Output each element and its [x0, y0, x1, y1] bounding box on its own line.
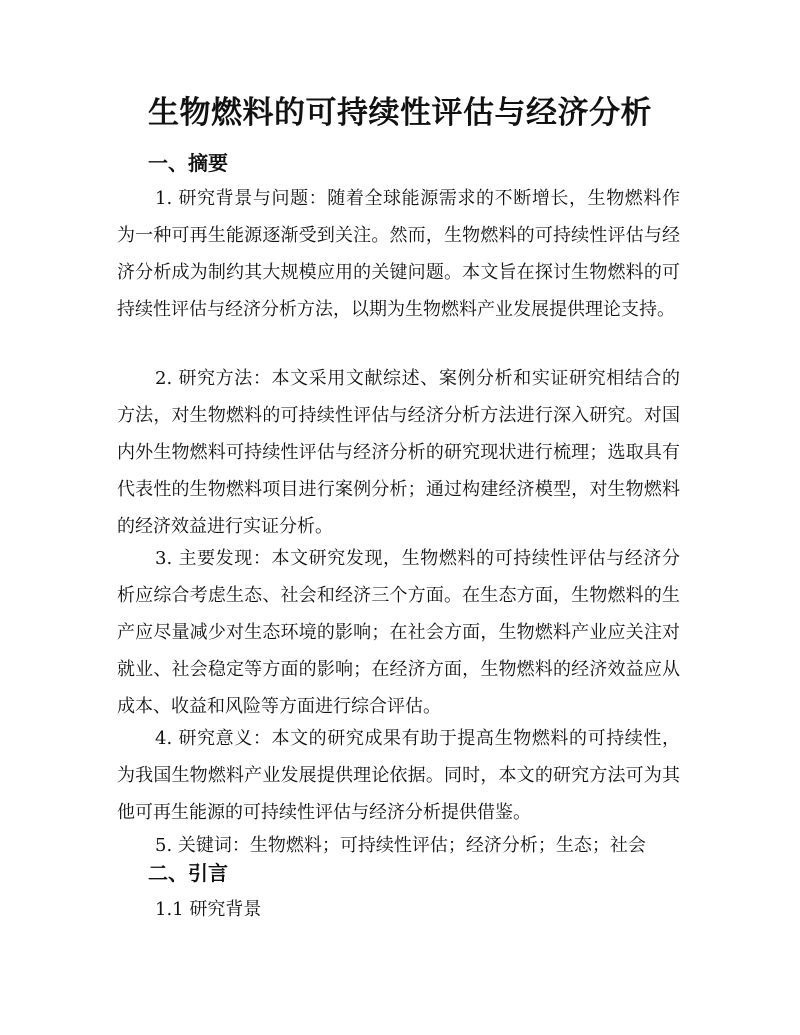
abstract-paragraph-3: 3. 主要发现：本文研究发现，生物燃料的可持续性评估与经济分析应综合考虑生态、社会和经济三个方面。在生态方面，生物燃料的生产应尽量减少对生态环境的影响；在社会方面，生物燃料产业应关注对就业、社会稳定等方面的影响；在经济方面，生物燃料的经济效益应从成本、收益和风险等方面进行综合评估。	[117, 548, 680, 717]
abstract-paragraph-2: 2. 研究方法：本文采用文献综述、案例分析和实证研究相结合的方法，对生物燃料的可持续性评估与经济分析方法进行深入研究。对国内外生物燃料可持续性评估与经济分析的研究现状进行梳理；选取具有代表性的生物燃料项目进行案例分析；通过构建经济模型，对生物燃料的经济效益进行实证分析。	[117, 368, 680, 537]
subsection-heading-background: 1.1 研究背景	[155, 899, 262, 920]
section-heading-introduction: 二、引言	[148, 861, 228, 885]
abstract-paragraph-4: 4. 研究意义：本文的研究成果有助于提高生物燃料的可持续性，为我国生物燃料产业发展提供理论依据。同时，本文的研究方法可为其他可再生能源的可持续性评估与经济分析提供借鉴。	[117, 728, 680, 823]
section-heading-abstract: 一、摘要	[148, 151, 228, 175]
document-title: 生物燃料的可持续性评估与经济分析	[148, 95, 652, 131]
keywords-paragraph: 5. 关键词：生物燃料；可持续性评估；经济分析；生态；社会	[155, 835, 646, 856]
abstract-paragraph-1: 1. 研究背景与问题：随着全球能源需求的不断增长，生物燃料作为一种可再生能源逐渐受到关注。然而，生物燃料的可持续性评估与经济分析成为制约其大规模应用的关键问题。本文旨在探讨生物燃料的可持续性评估与经济分析方法，以期为生物燃料产业发展提供理论支持。	[117, 188, 680, 320]
